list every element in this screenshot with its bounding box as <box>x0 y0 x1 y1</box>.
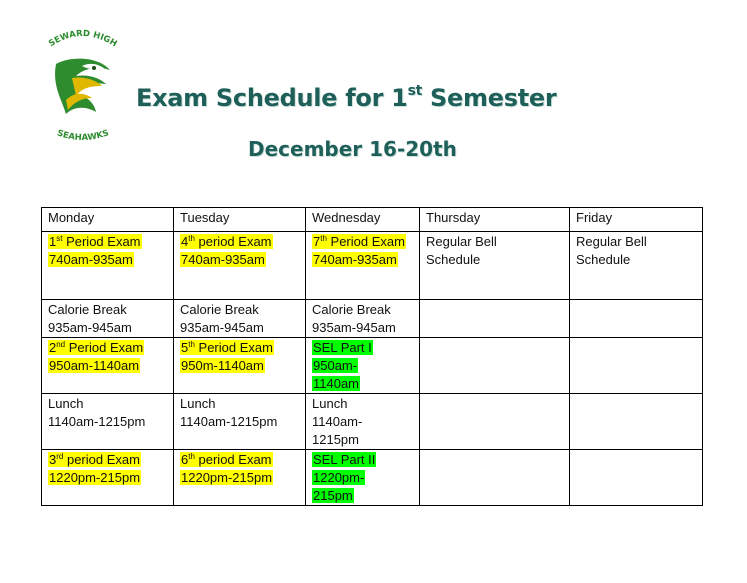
cell-time: 935am-945am <box>180 320 264 335</box>
period-exam-label <box>48 452 141 467</box>
header-tuesday: Tuesday <box>174 208 306 232</box>
title-rest: Semester <box>422 84 557 112</box>
period-text: period Exam <box>63 452 140 467</box>
cell-time: Schedule <box>576 252 631 267</box>
cell-time: 1215pm <box>312 432 359 447</box>
cell-thursday <box>420 338 570 394</box>
cell-label: Calorie Break <box>180 302 259 317</box>
period-ordinal: th <box>188 234 195 243</box>
cell-thursday <box>420 394 570 450</box>
cell-friday <box>570 338 703 394</box>
cell-label: Regular Bell <box>576 234 647 249</box>
period-text: period Exam <box>194 234 272 249</box>
cell-friday <box>570 232 703 300</box>
exam-time: 1220pm-215pm <box>49 470 141 485</box>
exam-time: 1220pm-215pm <box>181 470 273 485</box>
cell-tuesday <box>174 300 306 338</box>
title-main: Exam Schedule for 1 <box>136 84 408 112</box>
cell-label: Lunch <box>48 396 84 411</box>
period-text: Period Exam <box>65 340 144 355</box>
header-wednesday: Wednesday <box>306 208 420 232</box>
cell-label: Calorie Break <box>48 302 127 317</box>
header-row <box>42 208 703 232</box>
cell-friday <box>570 450 703 506</box>
page-subtitle: December 16-20th <box>248 137 457 161</box>
period-number: 4 <box>181 234 189 249</box>
period-ordinal: rd <box>56 452 64 461</box>
cell-label: SEL Part I <box>313 340 372 355</box>
cell-wednesday <box>306 300 420 338</box>
period-exam-label <box>180 234 273 249</box>
period-number: 2 <box>49 340 57 355</box>
header-thursday: Thursday <box>420 208 570 232</box>
cell-tuesday <box>174 338 306 394</box>
table-row <box>42 450 703 506</box>
cell-label: Lunch <box>312 396 348 411</box>
cell-label: Calorie Break <box>312 302 391 317</box>
cell-time: 1140am-1215pm <box>48 414 146 429</box>
cell-thursday <box>420 300 570 338</box>
table-row <box>42 232 703 300</box>
seahawk-icon <box>55 59 110 114</box>
period-number: 6 <box>181 452 189 467</box>
cell-friday <box>570 300 703 338</box>
cell-label: Lunch <box>180 396 216 411</box>
exam-time: 740am-935am <box>49 252 133 267</box>
exam-schedule-table <box>41 207 703 506</box>
exam-time: 950am-1140am <box>49 358 140 373</box>
cell-time: 1220pm- <box>313 470 365 485</box>
period-ordinal: st <box>56 234 63 243</box>
header-friday: Friday <box>570 208 703 232</box>
cell-time: 1140am <box>313 376 360 391</box>
title-ordinal: st <box>407 83 422 99</box>
period-ordinal: th <box>320 234 327 243</box>
period-ordinal: th <box>188 340 195 349</box>
cell-wednesday <box>306 450 420 506</box>
cell-monday <box>42 232 174 300</box>
cell-monday <box>42 338 174 394</box>
school-logo <box>36 26 128 150</box>
period-exam-label <box>48 340 144 355</box>
cell-thursday <box>420 450 570 506</box>
exam-time: 740am-935am <box>181 252 265 267</box>
cell-wednesday <box>306 232 420 300</box>
period-number: 3 <box>49 452 57 467</box>
period-ordinal: nd <box>56 340 66 349</box>
period-exam-label <box>180 340 274 355</box>
cell-wednesday <box>306 394 420 450</box>
cell-thursday <box>420 232 570 300</box>
period-text: Period Exam <box>194 340 273 355</box>
cell-tuesday <box>174 394 306 450</box>
period-exam-label <box>180 452 273 467</box>
period-text: Period Exam <box>62 234 141 249</box>
cell-time: Schedule <box>426 252 481 267</box>
cell-time: 1140am- <box>312 414 363 429</box>
cell-wednesday <box>306 338 420 394</box>
cell-time: 935am-945am <box>312 320 396 335</box>
period-ordinal: th <box>188 452 195 461</box>
period-text: period Exam <box>194 452 272 467</box>
cell-label: Regular Bell <box>426 234 497 249</box>
cell-monday <box>42 300 174 338</box>
period-exam-label <box>48 234 142 249</box>
cell-time: 215pm <box>313 488 353 503</box>
cell-tuesday <box>174 232 306 300</box>
cell-time: 1140am-1215pm <box>180 414 278 429</box>
cell-friday <box>570 394 703 450</box>
cell-label: SEL Part II <box>313 452 376 467</box>
logo-bottom-text: SEAHAWKS <box>55 128 111 144</box>
cell-monday <box>42 394 174 450</box>
logo-top-text: SEWARD HIGH <box>47 28 119 50</box>
cell-time: 935am-945am <box>48 320 132 335</box>
period-number: 1 <box>49 234 57 249</box>
exam-time: 740am-935am <box>313 252 397 267</box>
table-row <box>42 394 703 450</box>
page-title <box>136 84 556 112</box>
table-row <box>42 338 703 394</box>
header-monday: Monday <box>42 208 174 232</box>
period-text: Period Exam <box>326 234 405 249</box>
exam-time: 950m-1140am <box>181 358 264 373</box>
period-number: 7 <box>313 234 321 249</box>
cell-tuesday <box>174 450 306 506</box>
cell-monday <box>42 450 174 506</box>
cell-time: 950am- <box>313 358 358 373</box>
period-number: 5 <box>181 340 189 355</box>
table-row <box>42 300 703 338</box>
period-exam-label <box>312 234 406 249</box>
